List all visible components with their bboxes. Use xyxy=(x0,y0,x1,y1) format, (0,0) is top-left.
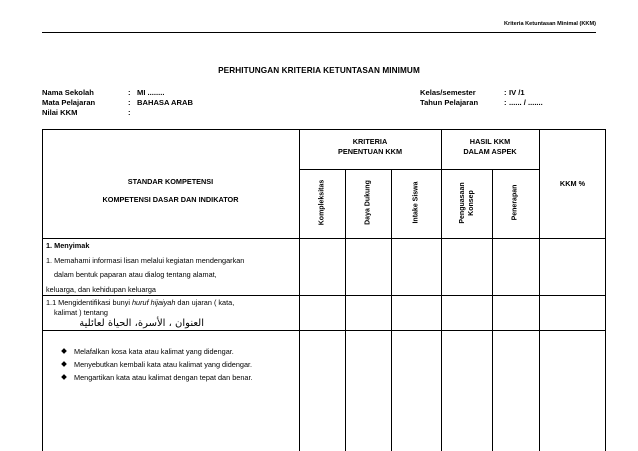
header-kkm-percent: KKM % xyxy=(559,179,586,188)
sk-text-line3: keluarga, dan kehidupan keluarga xyxy=(46,285,156,294)
col-line xyxy=(299,129,300,451)
kd-text-pre: 1.1 Mengidentifikasi bunyi xyxy=(46,298,132,307)
kd-text-line1 xyxy=(46,298,234,307)
header-konsep: Konsep xyxy=(468,190,475,216)
header-note: Kriteria Ketuntasan Minimal (KKM) xyxy=(504,21,596,27)
indicator-text: Mengartikan kata atau kalimat dengan tepat dan benar. xyxy=(74,373,253,382)
header-kompleksitas: Kompleksitas xyxy=(318,179,326,226)
sk-title: 1. Menyimak xyxy=(46,241,90,250)
info-label: Nilai KKM xyxy=(42,108,78,117)
header-hasil: HASIL KKM xyxy=(469,137,511,146)
info-row-school xyxy=(42,88,342,98)
indicator-item xyxy=(62,373,253,382)
header-kriteria: KRITERIA xyxy=(352,137,388,146)
info-value: BAHASA ARAB xyxy=(137,98,193,107)
document-title: PERHITUNGAN KRITERIA KETUNTASAN MINIMUM xyxy=(218,66,420,75)
indicator-text: Menyebutkan kembali kata atau kalimat yang didengar. xyxy=(74,360,253,369)
row-line xyxy=(42,295,606,296)
header-daya-dukung: Daya Dukung xyxy=(364,180,372,225)
info-sep: : xyxy=(128,98,131,107)
info-sep: : xyxy=(128,88,131,97)
kkm-table xyxy=(42,129,606,451)
col-line xyxy=(492,169,493,451)
header-penentuan: PENENTUAN KKM xyxy=(337,147,403,156)
table-border-right xyxy=(605,129,606,451)
indicator-item xyxy=(62,360,252,369)
kd-arabic-text: العنوان ، الأسرة، الحياة لعائلية xyxy=(79,318,204,329)
table-border-top xyxy=(42,129,606,130)
col-line xyxy=(391,169,392,451)
col-line xyxy=(441,129,442,451)
indicator-text: Melafalkan kosa kata atau kalimat yang didengar. xyxy=(74,347,234,356)
header-kompetensi: KOMPETENSI DASAR DAN INDIKATOR xyxy=(102,195,239,204)
sk-text-line2: dalam bentuk paparan atau dialog tentang alamat, xyxy=(54,270,217,279)
info-label: Nama Sekolah xyxy=(42,88,94,97)
info-label: Tahun Pelajaran xyxy=(420,98,479,107)
info-value: MI ........ xyxy=(137,88,165,97)
info-sep: : xyxy=(128,108,131,117)
info-value: ...... / ....... xyxy=(509,98,543,107)
header-penerapan: Penerapan xyxy=(511,184,519,221)
col-line xyxy=(345,169,346,451)
header-penguasaan-konsep xyxy=(458,164,476,242)
info-label: Mata Pelajaran xyxy=(42,98,96,107)
bullet-diamond-icon xyxy=(61,348,67,354)
kd-text-post: dan ujaran ( kata, xyxy=(175,298,235,307)
row-line xyxy=(42,330,606,331)
col-line xyxy=(539,129,540,451)
kd-text-italic: huruf hijaiyah xyxy=(132,298,176,307)
header-penguasaan: Penguasaan xyxy=(459,182,466,224)
kd-text-line2: kalimat ) tentang xyxy=(54,308,108,317)
indicator-item xyxy=(62,347,234,356)
info-row-year xyxy=(420,98,600,108)
info-value: IV /1 xyxy=(509,88,525,97)
info-row-subject xyxy=(42,98,342,108)
sk-text-line1: 1. Memahami informasi lisan melalui kegiatan mendengarkan xyxy=(46,256,245,265)
header-divider xyxy=(42,32,596,33)
header-aspek: DALAM ASPEK xyxy=(463,147,517,156)
bullet-diamond-icon xyxy=(61,374,67,380)
info-sep: : xyxy=(504,88,507,97)
info-sep: : xyxy=(504,98,507,107)
info-row-class xyxy=(420,88,600,98)
header-intake-siswa: Intake Siswa xyxy=(412,181,420,224)
bullet-diamond-icon xyxy=(61,361,67,367)
info-label: Kelas/semester xyxy=(420,88,476,97)
info-row-kkm xyxy=(42,108,342,118)
header-standar: STANDAR KOMPETENSI xyxy=(127,177,214,186)
